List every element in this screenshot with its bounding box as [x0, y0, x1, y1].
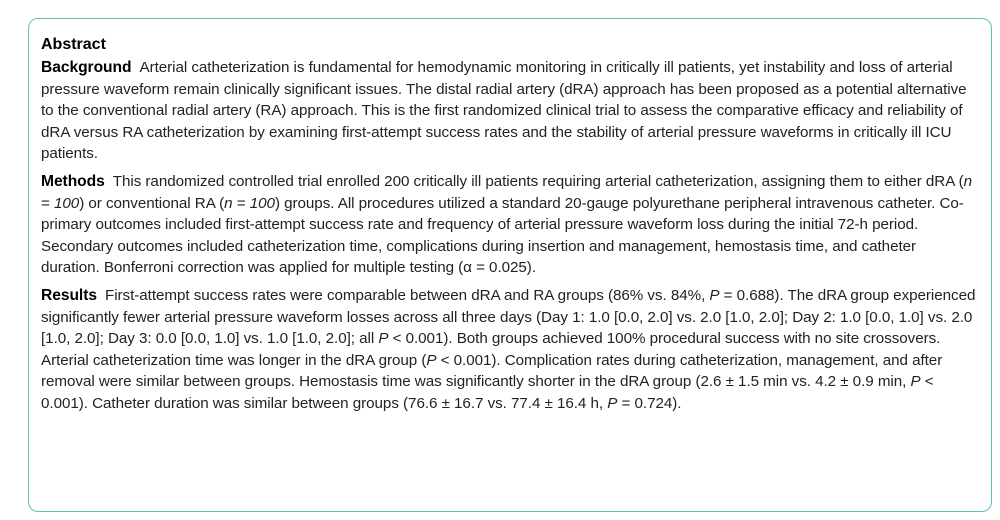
section-label: Methods [41, 172, 105, 190]
italic-text-run: P [709, 286, 720, 304]
text-run: ) groups. All procedures utilized a standard 20-gauge polyurethane peripheral intravenous catheter. Co-primary outcomes included first-attempt success rate and frequency of arterial pressure waveform loss during the initial 72-h period. Secondary outcomes included catheterization time, complications during insertion and management, hemostasis time, and catheter duration. Bonferroni correction was applied for multiple testing (α = 0.025). [41, 194, 964, 277]
abstract-section-background [41, 57, 977, 165]
text-run: ) or conventional RA ( [79, 194, 225, 212]
section-body [41, 173, 972, 276]
text-run: = 0.688). The dRA group experienced significantly fewer arterial pressure waveform losses across all three days (Day 1: 1.0 [0.0, 2.0] vs. 2.0 [1.0, 2.0]; Day 2: 1.0 [0.0, 1.0] vs. 2.0 [1.0, 2.0]; Day 3: 0.0 [0.0, 1.0] vs. 1.0 [1.0, 2.0]; all [41, 286, 976, 348]
italic-text-run: P [378, 330, 389, 348]
text-run: = 0.724). [617, 394, 682, 412]
text-run: First-attempt success rates were comparable between dRA and RA groups (86% vs. 84%, [104, 286, 710, 304]
text-run: Arterial catheterization is fundamental for hemodynamic monitoring in critically ill patients, yet instability and loss of arterial pressure waveform remain clinically significant issues. The distal radial artery (dRA) approach has been proposed as a potential alternative to the conventional radial artery (RA) approach. This is the first randomized clinical trial to assess the comparative efficacy and reliability of dRA versus RA catheterization by examining first-attempt success rates and the stability of arterial pressure waveforms in critically ill ICU patients. [41, 59, 967, 163]
text-run: This randomized controlled trial enrolled 200 critically ill patients requiring arterial catheterization, assigning them to either dRA ( [112, 172, 964, 190]
italic-text-run: n [224, 194, 233, 212]
section-body [41, 287, 975, 412]
abstract-box [28, 18, 992, 512]
italic-text-run: 100 [54, 194, 80, 212]
section-label: Background [41, 59, 132, 76]
italic-text-run: P [910, 373, 921, 391]
text-run: < 0.001). Complication rates during catheterization, management, and after removal were similar between groups. Hemostasis time was significantly shorter in the dRA group (2.6 ± 1.5 min vs. 4.2 ± 0.9 min, [41, 351, 943, 391]
abstract-heading: Abstract [41, 36, 106, 53]
italic-text-run: 100 [249, 194, 275, 212]
italic-text-run: P [426, 351, 437, 369]
abstract-section-results [41, 285, 977, 415]
italic-text-run: P [607, 394, 618, 412]
text-run: = [232, 194, 250, 212]
text-run: < 0.001). Both groups achieved 100% procedural success with no site crossovers. Arterial catheterization time was longer in the dRA group ( [41, 330, 941, 369]
section-body [41, 59, 967, 162]
text-run: = [41, 194, 54, 212]
section-label: Results [41, 286, 97, 304]
abstract-section-methods [41, 171, 977, 279]
text-run: < 0.001). Catheter duration was similar between groups (76.6 ± 16.7 vs. 77.4 ± 16.4 h, [41, 373, 934, 412]
italic-text-run: n [963, 172, 973, 190]
